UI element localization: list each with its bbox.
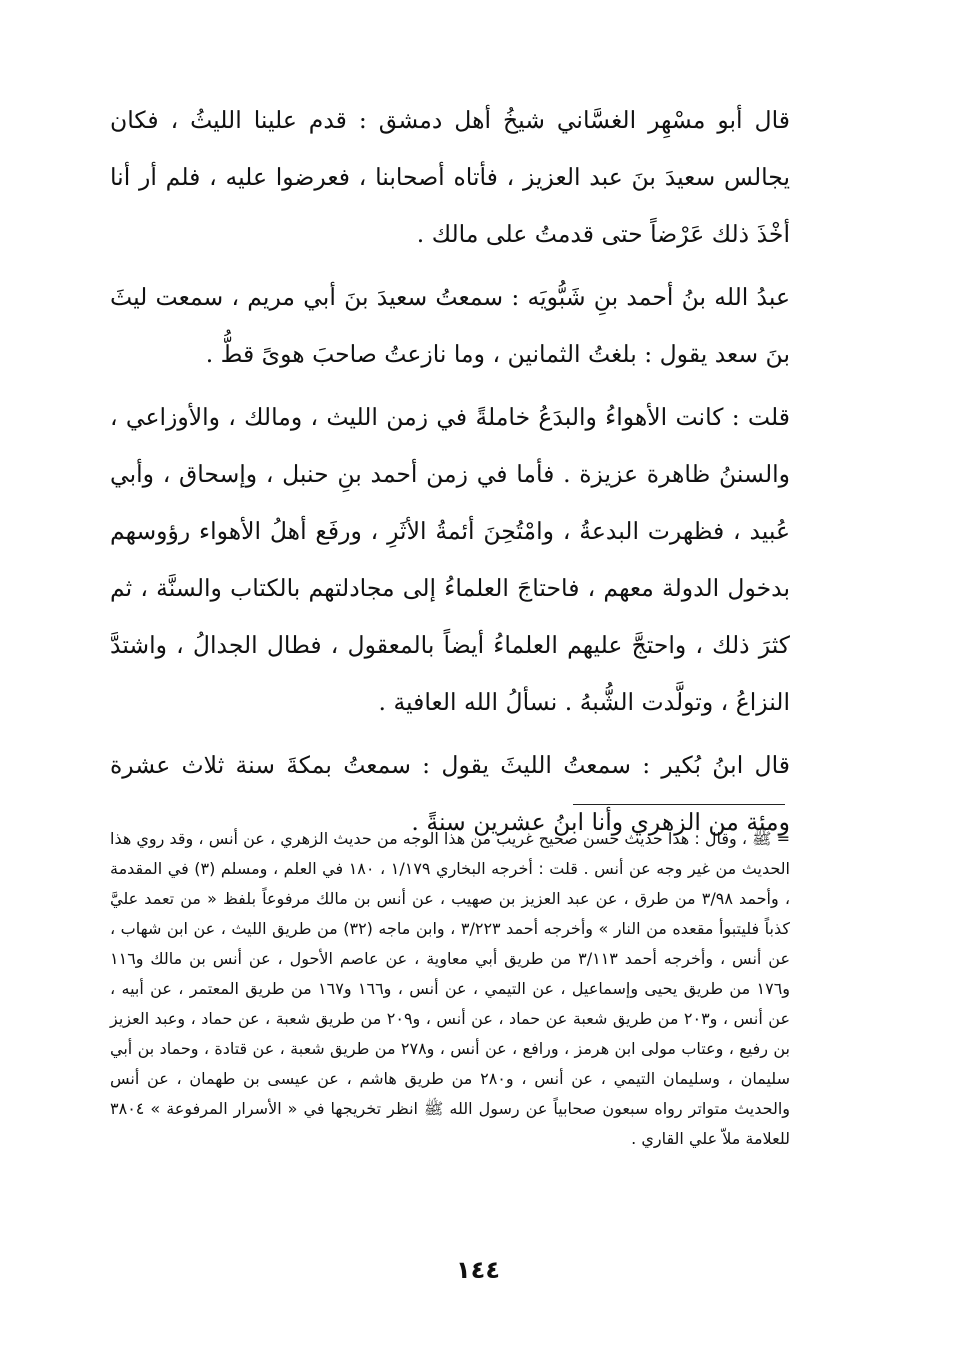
paragraph-ibn-shabbuyah: عبدُ الله بنُ أحمد بنِ شَبُّويَه : سمعتُ سعيدَ بنَ أبي مريم ، سمعت ليثَ بنَ سعد يقول : بلغتُ الثمانين ، وما نازعتُ صاحبَ هوىً قطُّ .: [110, 283, 790, 368]
paragraph-abu-mushir: قال أبو مسْهِر الغسَّاني شيخُ أهل دمشق : قدم علينا الليثُ ، فكان يجالس سعيدَ بنَ عبد العزيز ، فأتاه أصحابنا ، فعرضوا عليه ، فلم أر أنا أخْذَ ذلك عَرْضاً حتى قدمتُ على مالك .: [110, 106, 790, 248]
footnote: = ﷺ ، وقال : هذا حديث حسن صحيح غريب من هذا الوجه من حديث الزهري ، عن أنس ، وقد روي هذا الحديث من غير وجه عن أنس . قلت : أخرجه البخاري ١/١٧٩ ، ١٨٠ في العلم ، ومسلم (٣) في المقدمة ، وأحمد ٣/٩٨ من طرق ، عن عبد العزيز بن صهيب ، عن أنس بن مالك مرفوعاً بلفظ « من تعمد عليَّ كذباً فليتبوأ مقعده من النار » وأخرجه أحمد ٣/٢٢٣ ، وابن ماجه (٣٢) من طريق الليث ، عن ابن شهاب ، عن أنس ، وأخرجه أحمد ٣/١١٣ من طريق أبي معاوية ، عن عاصم الأحول ، عن أنس بن مالك و١١٦ و١٧٦ من طريق يحيى وإسماعيل ، عن التيمي ، عن أنس ، و١٦٦ و١٦٧ من طريق المعتمر ، عن أبيه ، عن أنس ، و٢٠٣ من طريق شعبة عن حماد ، عن أنس ، و٢٠٩ من طريق شعبة ، عن حماد ، وعبد العزيز بن رفيع ، وعتاب مولى ابن هرمز ، ورافع ، عن أنس ، و٢٧٨ من طريق شعبة ، عن قتادة ، وحماد بن أبي سليمان ، وسليمان التيمي ، عن أنس ، و٢٨٠ من طريق هاشم ، عن عيسى بن طهمان ، عن أنس والحديث متواتر رواه سبعون صحابياً عن رسول الله ﷺ انظر تخريجها في « الأسرار المرفوعة » ٣٨٠٤ للعلامة ملاّ علي القاري .: [110, 829, 791, 1148]
main-text: [110, 92, 790, 857]
paragraph-ibn-bukayr: قال ابنُ بُكير : سمعتُ الليثَ يقول : سمعتُ بمكةَ سنة ثلاث عشرة ومئة من الزهري وأنا ابنُ عشرين سنةً .: [110, 751, 790, 836]
paragraph-ahwa-wal-bida: قلت : كانت الأهواءُ والبدَعُ خاملةً في زمن الليث ، ومالك ، والأوزاعي ، والسننُ ظاهرة عزيزة . فأما في زمن أحمد بنِ حنبل ، وإسحاق ، وأبي عُبيد ، فظهرت البدعةُ ، وامْتُحِنَ أئمةُ الأثَرِ ، ورفَع أهلُ الأهواء رؤوسهم بدخول الدولة معهم ، فاحتاجَ العلماءُ إلى مجادلتهم بالكتاب والسنَّة ، ثم كثرَ ذلك ، واحتجَّ عليهم العلماءُ أيضاً بالمعقول ، فطال الجدالُ ، واشتدَّ النزاعُ ، وتولَّدت الشُّبهُ . نسألُ الله العافية .: [110, 403, 790, 716]
page-number: ١٤٤: [456, 1256, 500, 1284]
footnote-separator: [573, 804, 785, 805]
